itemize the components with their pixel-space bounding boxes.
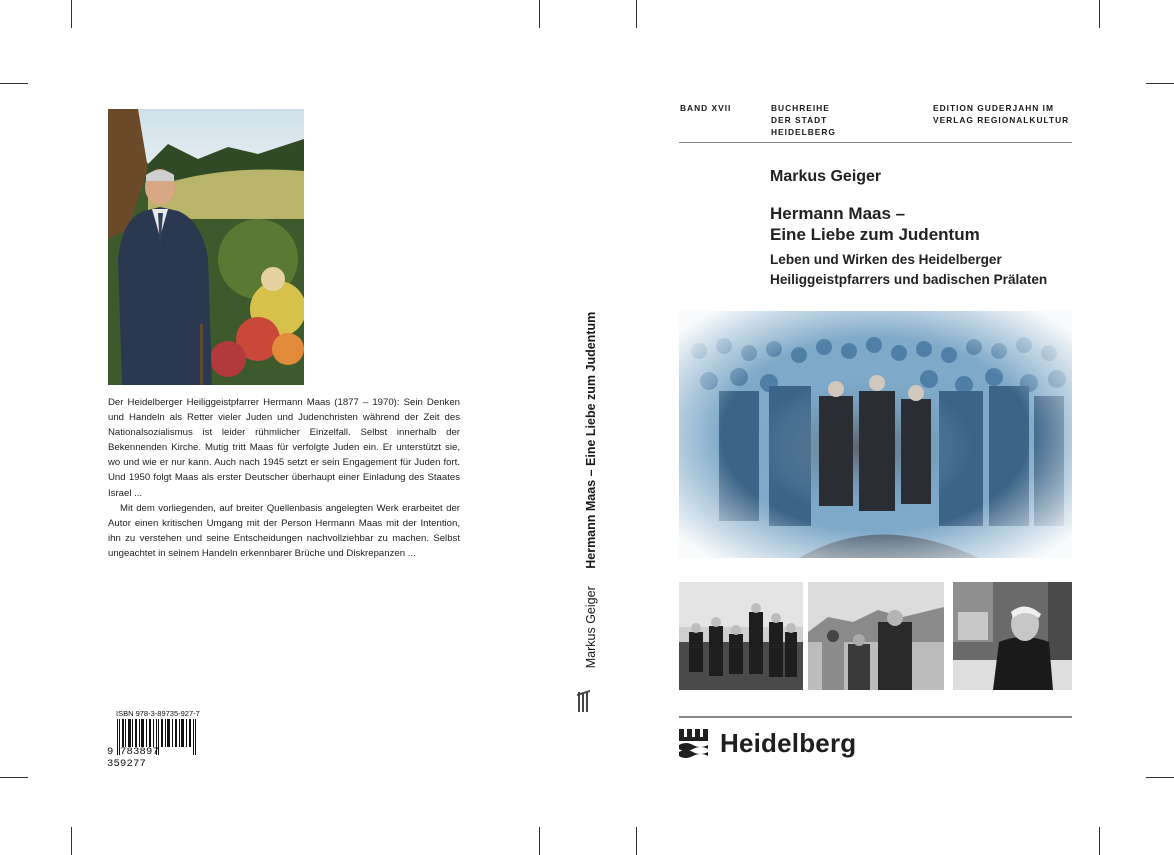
crop-mark: [539, 0, 540, 28]
back-cover-blurb: [108, 395, 460, 561]
divider: [679, 142, 1072, 143]
crop-mark: [0, 777, 28, 778]
street-photo: [808, 582, 944, 690]
crop-mark: [1099, 0, 1100, 28]
band-number: BAND XVII: [680, 103, 732, 113]
heidelberg-logo-icon: [679, 729, 709, 761]
crop-mark: [636, 827, 637, 855]
desk-portrait-photo: [953, 582, 1072, 690]
spine-author: Markus Geiger: [584, 586, 598, 669]
crop-mark: [1099, 827, 1100, 855]
crop-mark: [0, 83, 28, 84]
crop-mark: [636, 0, 637, 28]
book-subtitle: Leben und Wirken des Heidelberger Heiliggeistpfarrers und badischen Prälaten: [770, 252, 1048, 287]
isbn-label: ISBN 978-3-89735-927-7: [116, 709, 200, 718]
spine-text: [584, 312, 598, 668]
crowd-photo: [679, 311, 1072, 558]
publisher-spine-logo-icon: [576, 690, 592, 714]
crop-mark: [1146, 777, 1174, 778]
crop-mark: [71, 827, 72, 855]
series-name: BUCHREIHE DER STADT HEIDELBERG: [771, 103, 836, 137]
blurb-paragraph: Mit dem vorliegenden, auf breiter Quellenbasis angelegten Werk erarbeitet der Autor einen kritischen Umgang mit der Person Hermann Maas mit der Intention, ihn zu verstehen und seine Entscheidungen nachvollziehbar zu machen. Selbst ungeachtet in seinem Handeln erkennbarer Brüche und Diskrepanzen ...: [108, 502, 460, 559]
divider: [679, 716, 1072, 718]
edition-name: EDITION GUDERJAHN IM VERLAG REGIONALKULTUR: [933, 103, 1070, 125]
barcode-digits: 9 783897 359277: [107, 746, 160, 770]
spine-title: Hermann Maas – Eine Liebe zum Judentum: [584, 311, 598, 569]
portrait-photo: [108, 109, 304, 385]
publisher-name: Heidelberg: [720, 728, 857, 758]
crop-mark: [1146, 83, 1174, 84]
author-name: Markus Geiger: [770, 168, 882, 185]
book-title: Hermann Maas – Eine Liebe zum Judentum: [770, 204, 980, 244]
crop-mark: [539, 827, 540, 855]
crop-mark: [71, 0, 72, 28]
group-photo: [679, 582, 803, 690]
blurb-paragraph: Der Heidelberger Heiliggeistpfarrer Hermann Maas (1877 – 1970): Sein Denken und Handeln als Retter vieler Juden und Judenchristen während der Zeit des Nationalsozialismus ist leider rühmlicher Einzelfall. Selbst innerhalb der Bekennenden Kirche. Mutig tritt Maas für verfolgte Juden ein. Er unterstützt sie, wo und wie er nur kann. Auch nach 1945 setzt er sein Engagement für Juden fort. Und 1950 folgt Maas als erster Deutscher überhaupt einer Einladung des Staates Israel ...: [108, 397, 460, 499]
